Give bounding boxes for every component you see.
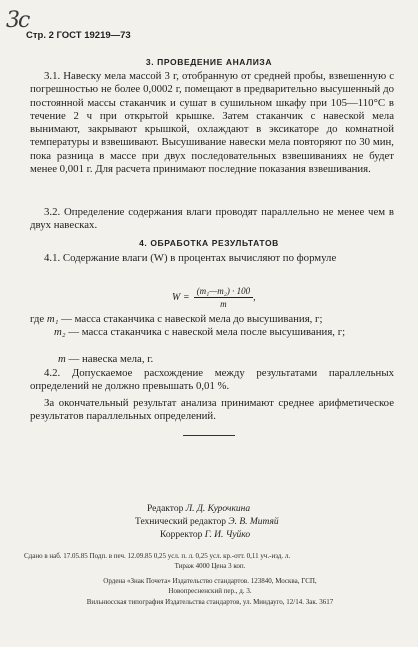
definition-m1	[30, 313, 394, 326]
definition-m	[58, 353, 394, 366]
section-3-title: 3. ПРОВЕДЕНИЕ АНАЛИЗА	[145, 57, 273, 67]
imprint-line-2: Тираж 4000 Цена 3 коп.	[174, 562, 246, 570]
imprint-line-1: Сдано в наб. 17.05.85 Подп. в печ. 12.09.85 0,25 усл. п. л. 0,25 усл. кр.-отт. 0,11 уч.-изд. л.	[24, 552, 291, 560]
definition-symbol: m₂	[54, 326, 66, 338]
imprint-line-4: Новопресненский пер., д. 3.	[168, 587, 252, 595]
handwritten-page-mark: 3c	[6, 8, 29, 33]
paragraph-4-3: За окончательный результат анализа принимают среднее арифметическое результатов параллельных определений.	[30, 397, 394, 423]
credit-corrector	[160, 529, 250, 542]
divider-rule	[183, 435, 235, 436]
where-label: где	[30, 313, 45, 325]
tech-editor-name: Э. В. Митяй	[228, 517, 279, 527]
formula-lhs: W =	[172, 292, 190, 303]
formula-fraction	[194, 286, 254, 309]
corrector-label: Корректор	[160, 530, 203, 540]
editor-label: Редактор	[147, 504, 184, 514]
definition-text: — навеска мела, г.	[68, 353, 154, 365]
paragraph-4-2: 4.2. Допускаемое расхождение между результатами параллельных определений не должно превышать 0,01 %.	[30, 367, 394, 393]
definition-text: — масса стаканчика с навеской мела до высушивания, г;	[61, 313, 323, 325]
moisture-formula	[172, 286, 256, 309]
definition-text: — масса стаканчика с навеской мела после высушивания, г;	[68, 326, 346, 338]
formula-denominator: m	[194, 297, 254, 309]
definition-m2	[54, 326, 394, 339]
editor-name: Л. Д. Курочкина	[185, 504, 251, 514]
definition-symbol: m	[58, 353, 66, 365]
definition-symbol: m₁	[46, 313, 59, 325]
credit-tech-editor	[135, 516, 279, 529]
page-header: Стр. 2 ГОСТ 19219—73	[26, 30, 131, 41]
formula-numerator: (m₁—m₂) · 100	[196, 286, 251, 296]
imprint-line-5: Вильнюсская типография Издательства стандартов, ул. Миндауго, 12/14. Зак. 3617	[86, 598, 334, 606]
tech-editor-label: Технический редактор	[135, 517, 226, 527]
paragraph-3-2: 3.2. Определение содержания влаги проводят параллельно не менее чем в двух навесках.	[30, 206, 394, 232]
paragraph-3-1: 3.1. Навеску мела массой 3 г, отобранную от средней пробы, взвешенную с погрешностью не более 0,0002 г, помещают в предварительно высушенный до постоянной массы стаканчик и сушат в сушильном шкафу при 105—110°С в течение 2 ч при открытой крышке. Затем стаканчик с навеской мела вынимают, закрывают крышкой, охлаждают в эксикаторе до комнатной температуры и взвешивают. Высушивание навески мела повторяют по 30 мин, пока разница в массе при двух последовательных взвешиваниях не будет менее 0,001 г. Для расчета принимают последние показания взвешивания.	[30, 70, 394, 176]
section-4-title: 4. ОБРАБОТКА РЕЗУЛЬТАТОВ	[139, 238, 279, 248]
formula-suffix: ,	[253, 292, 256, 303]
imprint-line-3: Ордена «Знак Почета» Издательство стандартов. 123840, Москва, ГСП,	[103, 577, 317, 585]
credit-editor	[147, 503, 250, 516]
corrector-name: Г. И. Чуйко	[204, 530, 251, 540]
paragraph-4-1: 4.1. Содержание влаги (W) в процентах вычисляют по формуле	[44, 252, 337, 264]
